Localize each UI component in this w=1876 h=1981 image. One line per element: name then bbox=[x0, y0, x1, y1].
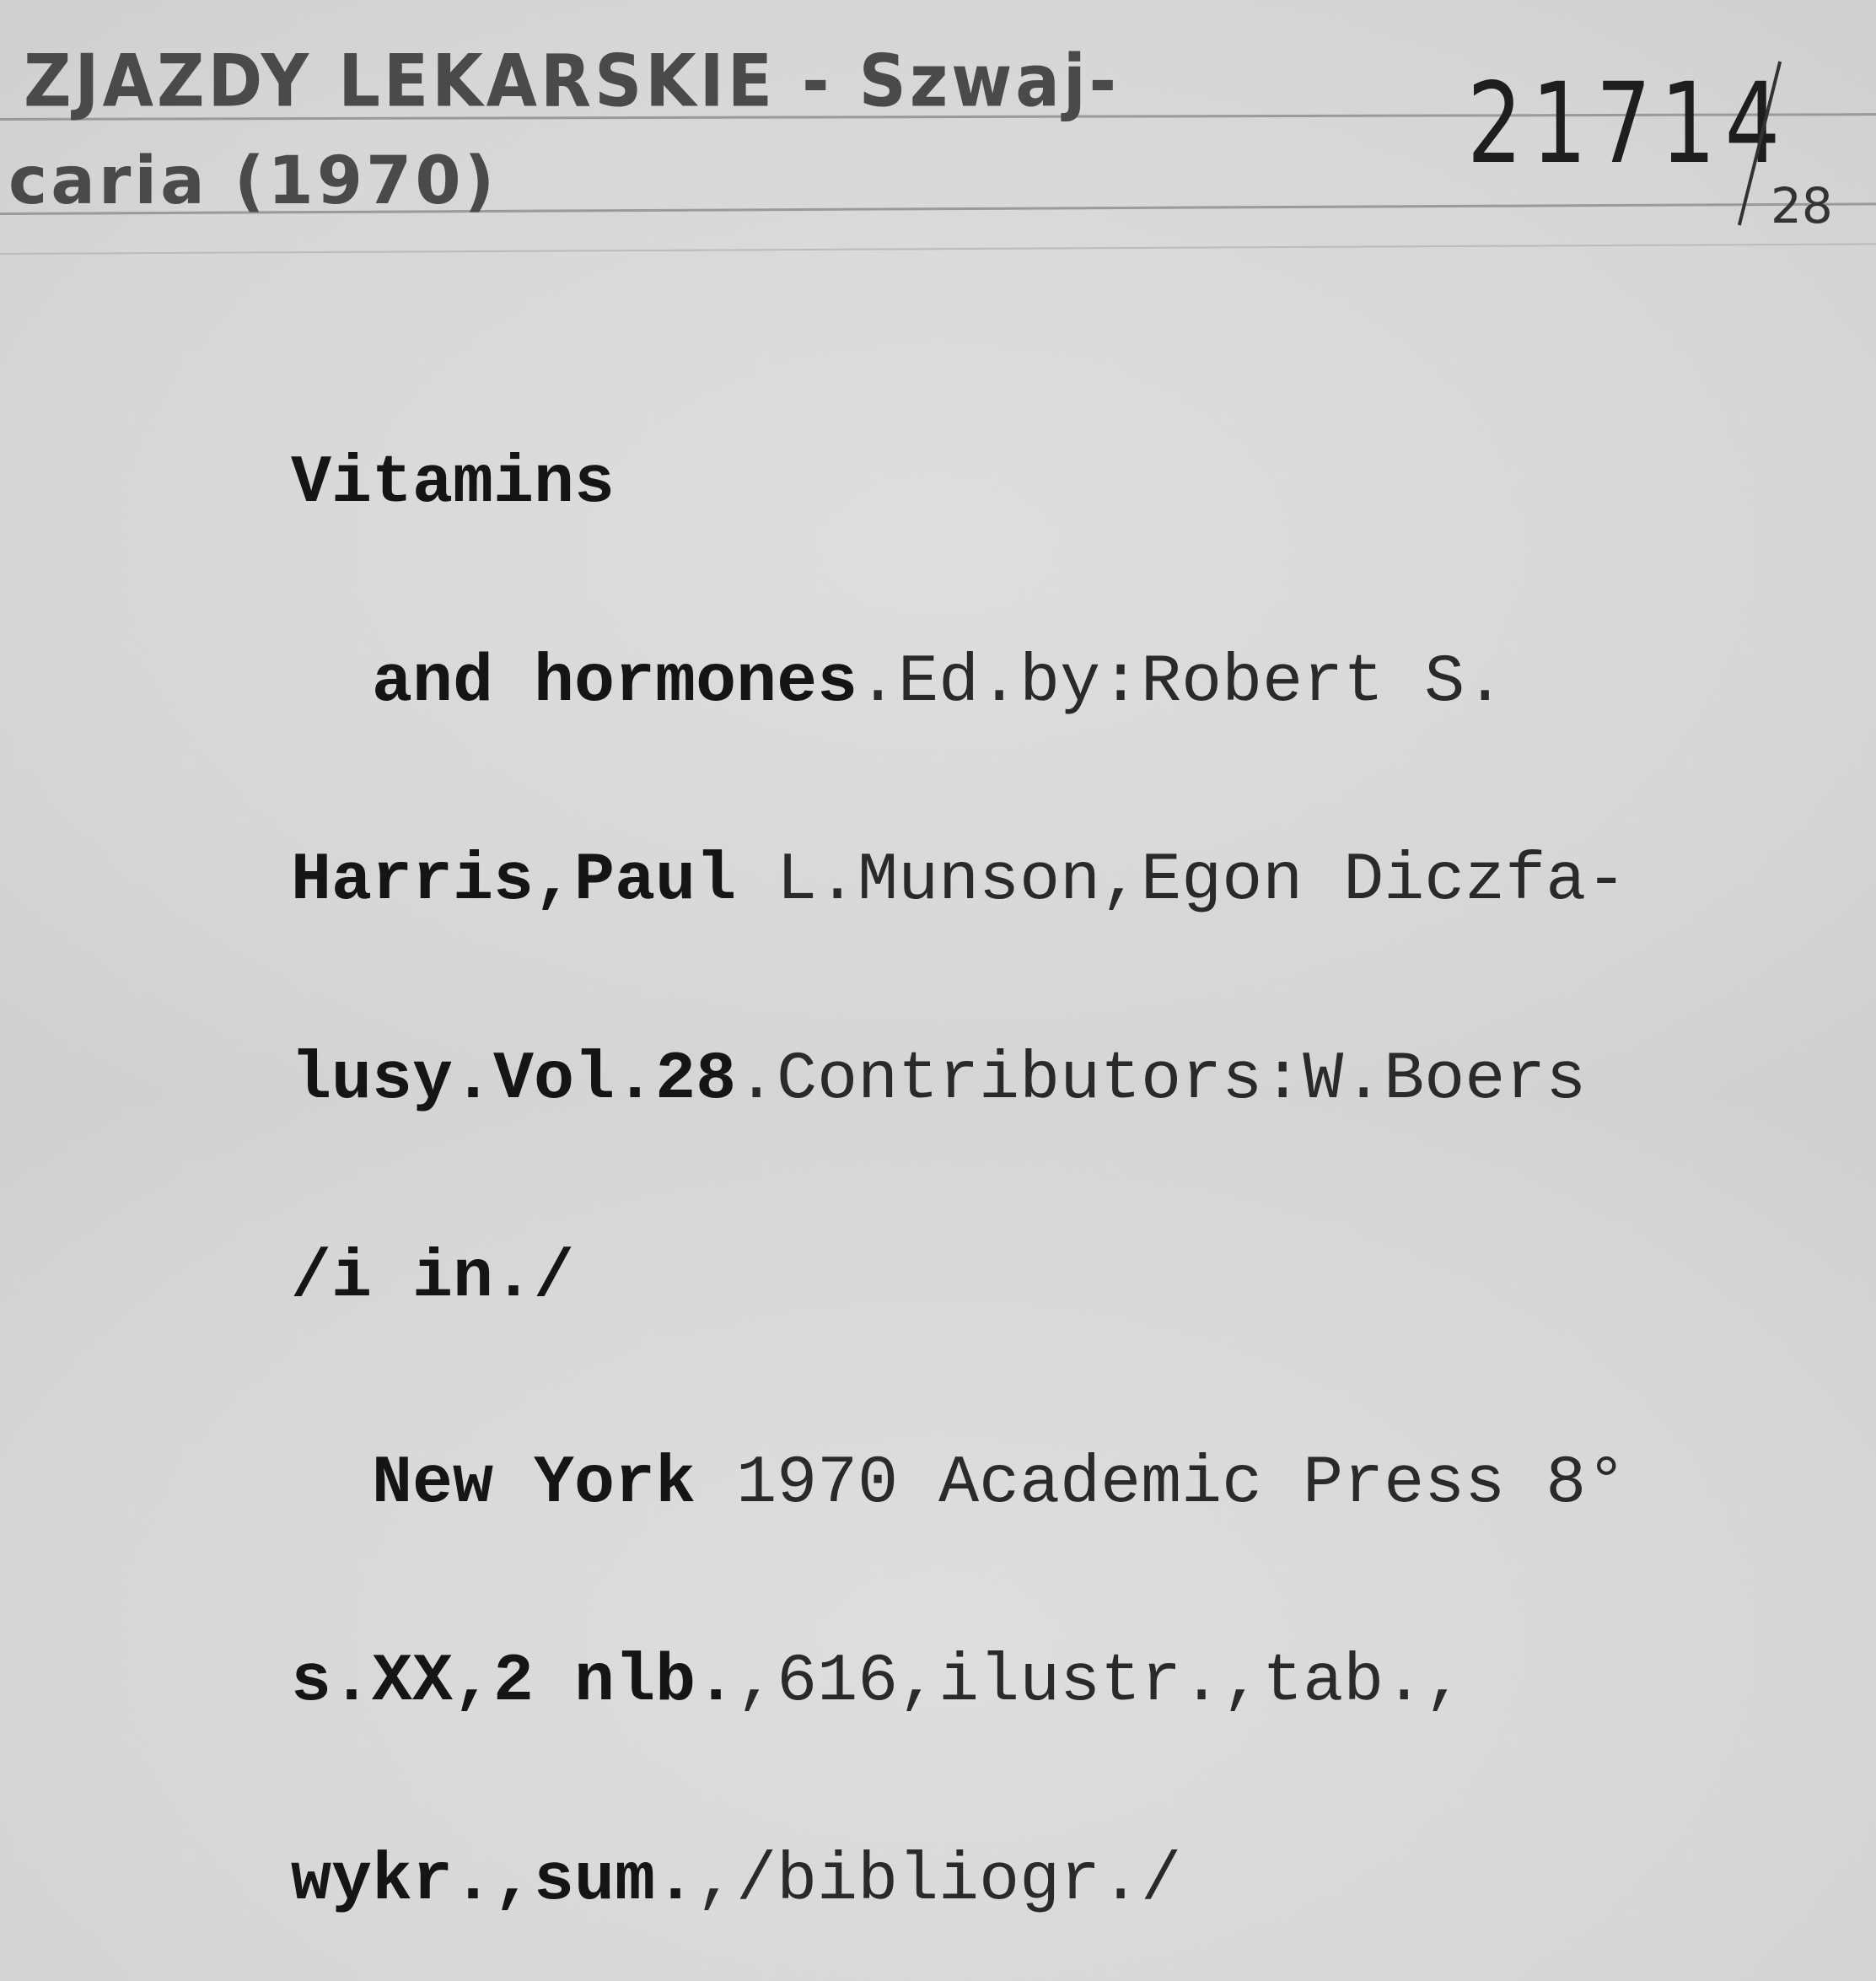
volume-number: 28 bbox=[1771, 177, 1833, 234]
ruled-line-faint bbox=[0, 243, 1876, 255]
catalog-entry bbox=[291, 319, 1626, 1981]
subject-heading-line-1: ZJAZDY LEKARSKIE - Szwaj- bbox=[24, 40, 1121, 124]
call-number: 21714 bbox=[1467, 59, 1790, 189]
entry-line: Vitamins bbox=[291, 445, 615, 522]
entry-line: lusy.Vol.28.Contributors:W.Boers bbox=[291, 1041, 1587, 1118]
entry-line: s.XX,2 nlb.,616,ilustr.,tab., bbox=[291, 1644, 1465, 1720]
entry-line: /i in./ bbox=[291, 1240, 575, 1316]
entry-line: New York 1970 Academic Press 8° bbox=[372, 1445, 1627, 1522]
entry-line: and hormones.Ed.by:Robert S. bbox=[372, 643, 1506, 721]
entry-line: Harris,Paul L.Munson,Egon Diczfa- bbox=[291, 842, 1627, 919]
entry-line: wykr.,sum.,/bibliogr./ bbox=[291, 1842, 1182, 1919]
subject-heading-line-2: caria (1970) bbox=[8, 143, 498, 219]
